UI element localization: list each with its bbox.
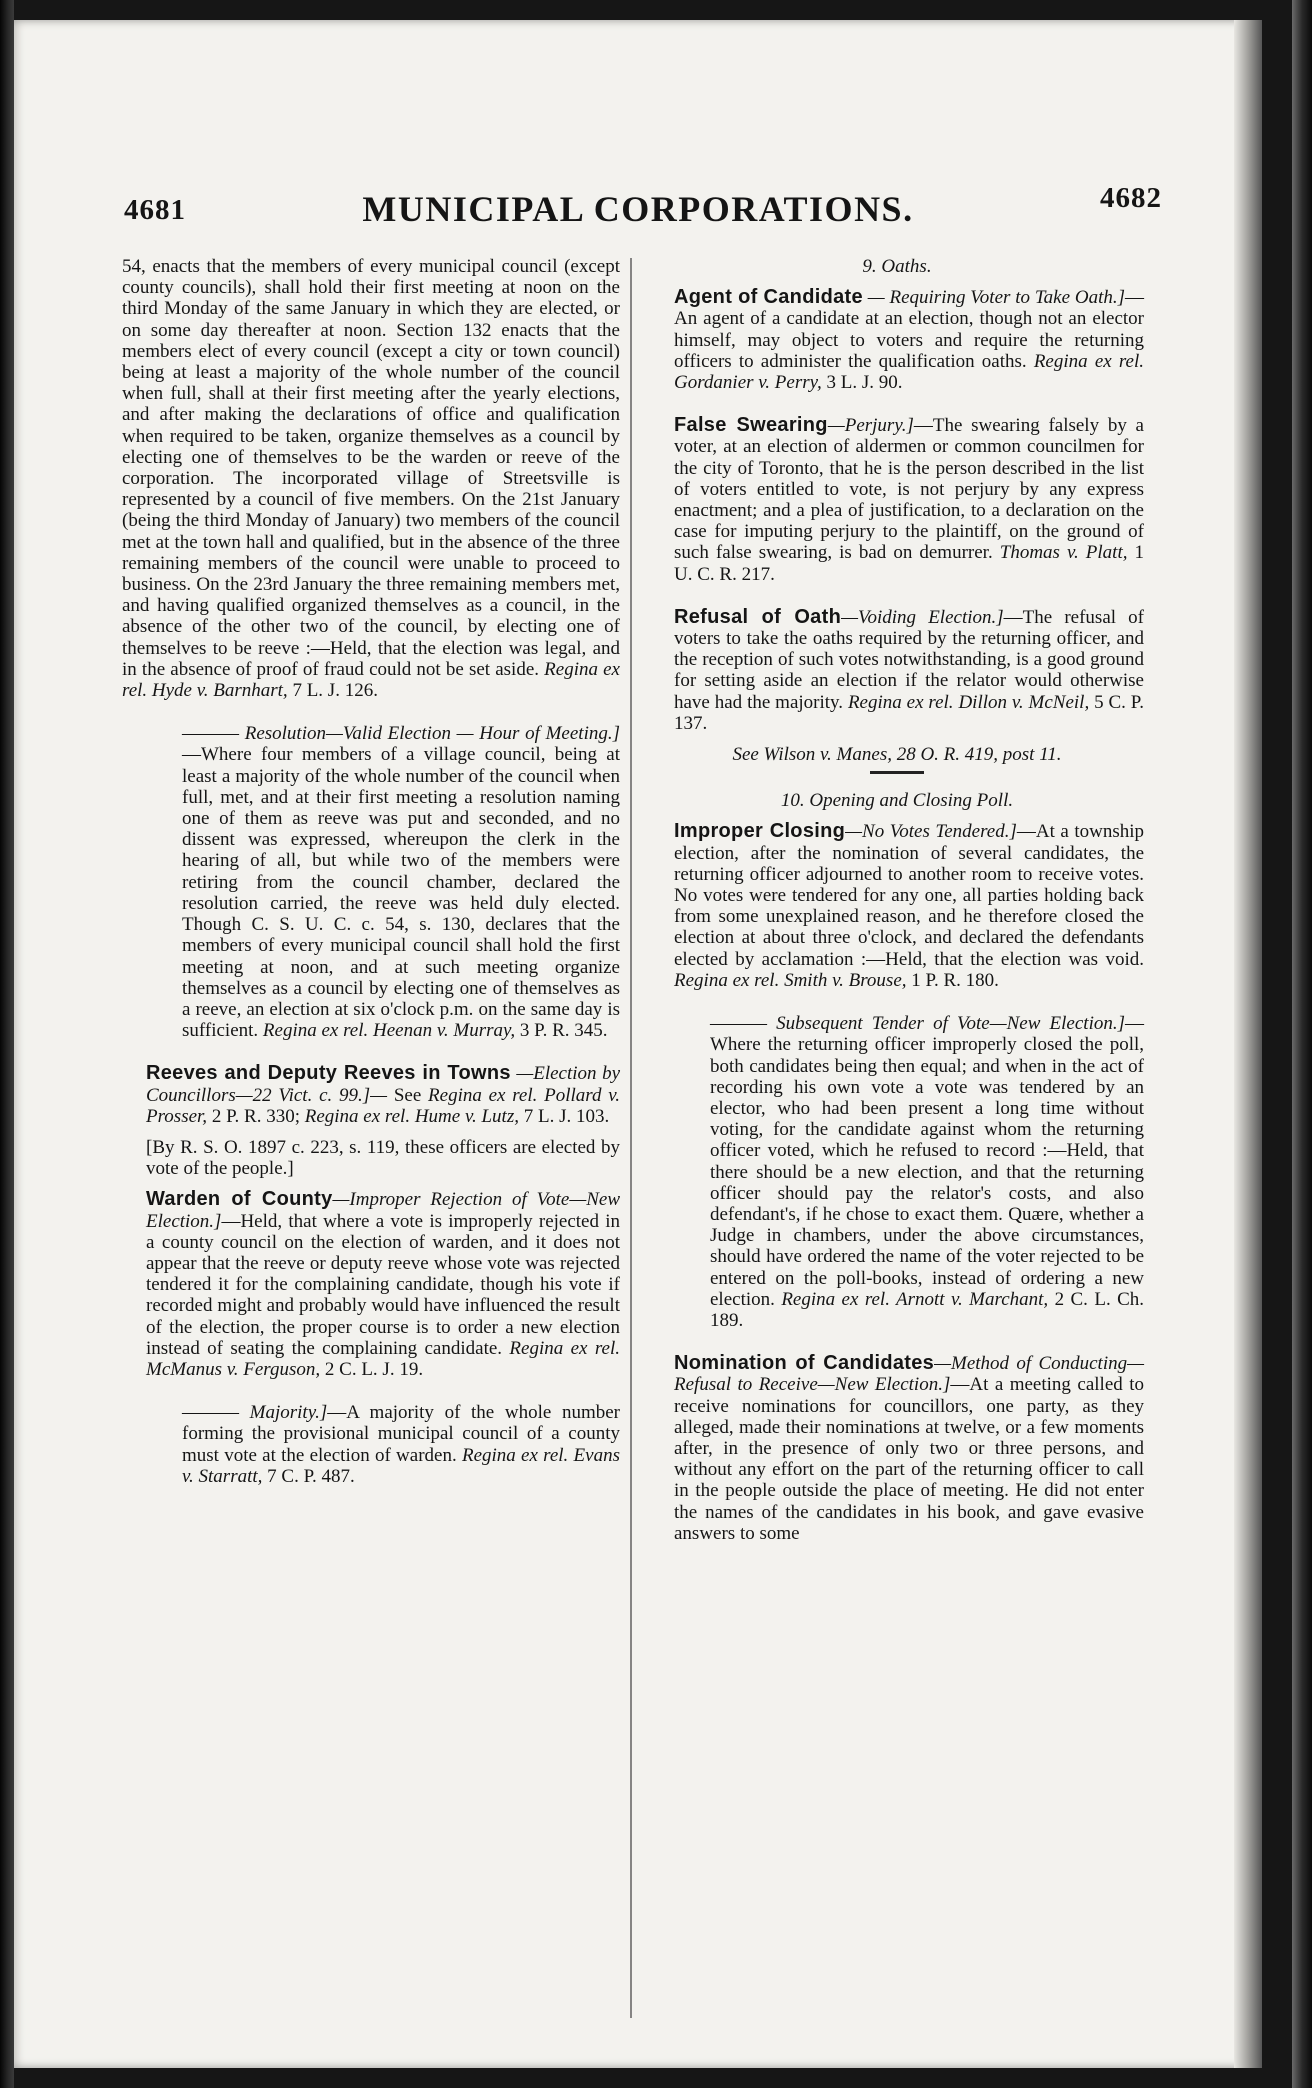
subsequent-tender-citation: Regina ex rel. Arnott v. Marchant, bbox=[781, 1288, 1049, 1310]
majority-reference: 7 C. P. 487. bbox=[267, 1465, 355, 1487]
warden-entry bbox=[122, 1189, 620, 1380]
resolution-citation: Regina ex rel. Heenan v. Murray, bbox=[262, 1020, 516, 1042]
right-column bbox=[650, 256, 1144, 1544]
refusal-entry bbox=[650, 607, 1144, 734]
improper-closing-reference: 1 P. R. 180. bbox=[911, 969, 999, 991]
book-page bbox=[14, 20, 1262, 2068]
running-title: MUNICIPAL CORPORATIONS. bbox=[362, 189, 914, 229]
see-wilson-note: See Wilson v. Manes, 28 O. R. 419, post 11. bbox=[732, 744, 1062, 766]
majority-dash: ——— bbox=[182, 1402, 239, 1424]
majority-body: —A majority of the whole number forming the provisional municipal council of a county must vote at the election of warden. bbox=[182, 1402, 620, 1466]
right-page-number: 4682 bbox=[1100, 182, 1162, 214]
improper-closing-body: —At a township election, after the nomination of several candidates, the returning officer adjourned to another room to receive votes. No votes were tendered for any one, all parties holding back from some unexplained reason, and he therefore closed the election at about three o'clock, and declared the defendants elected by acclamation :—Held, that the election was void. bbox=[674, 821, 1144, 970]
improper-closing-heading: Improper Closing bbox=[674, 820, 846, 843]
nomination-body: —At a meeting called to receive nominations for councillors, one party, as they alleged, made their nominations at twelve, or a few moments after, in the presence of only two or three persons, and without any effort on the part of the returning officer to call in the people outside the place of meeting. He did not enter the names of the candidates in his book, and gave evasive answers to some bbox=[674, 1374, 1144, 1544]
agent-reference: 3 L. J. 90. bbox=[826, 372, 903, 394]
resolution-dash: ——— bbox=[182, 723, 239, 745]
false-swearing-subtitle: —Perjury.] bbox=[827, 415, 914, 437]
improper-closing-entry bbox=[650, 821, 1144, 991]
resolution-title: Resolution—Valid Election — Hour of Meeting.] bbox=[244, 723, 620, 745]
majority-entry bbox=[122, 1402, 620, 1487]
resolution-reference: 3 P. R. 345. bbox=[519, 1020, 608, 1042]
intro-citation: Regina ex rel. Hyde v. Barnhart, bbox=[122, 658, 620, 702]
refusal-heading: Refusal of Oath bbox=[674, 605, 842, 628]
rso-note: [By R. S. O. 1897 c. 223, s. 119, these officers are elected by vote of the people.] bbox=[146, 1136, 620, 1180]
improper-closing-citation: Regina ex rel. Smith v. Brouse, bbox=[674, 969, 907, 991]
intro-reference: 7 L. J. 126. bbox=[292, 680, 378, 702]
reeves-entry bbox=[122, 1063, 620, 1127]
subsequent-tender-reference: 2 C. L. Ch. 189. bbox=[710, 1288, 1145, 1331]
section-10-heading: 10. Opening and Closing Poll. bbox=[780, 790, 1014, 812]
column-divider bbox=[630, 258, 632, 2018]
left-column bbox=[122, 256, 620, 1487]
refusal-body: —The refusal of voters to take the oaths required by the returning officer, and the reception of such votes notwithstanding, is a good ground for setting aside an election if the relator would otherwise have had the majority. bbox=[674, 606, 1145, 713]
warden-citation: Regina ex rel. McManus v. Ferguson, bbox=[146, 1337, 620, 1380]
majority-title: Majority.] bbox=[249, 1402, 328, 1424]
scan-right-edge bbox=[1292, 0, 1312, 2088]
false-swearing-body: —The swearing falsely by a voter, at an election of aldermen or common councilmen for the city of Toronto, that he is the person described in the list of voters entitled to vote, is not perjury by any express enactment; and a plea of justification, to a declaration on the case for imputing perjury to the plaintiff, on the ground of such false swearing, is bad on demurrer. bbox=[674, 415, 1144, 564]
scan-left-edge bbox=[0, 0, 14, 2088]
warden-subtitle: —Improper Rejection of Vote—New Election.] bbox=[146, 1189, 620, 1232]
section-9-heading: 9. Oaths. bbox=[862, 256, 932, 277]
agent-entry bbox=[650, 287, 1144, 393]
false-swearing-heading: False Swearing bbox=[674, 414, 828, 437]
reeves-reference-1: 2 P. R. 330; bbox=[211, 1105, 300, 1127]
intro-text: 54, enacts that the members of every municipal council (except county councils), shall hold their first meeting at noon on the third Monday of the same January in which they are elected, or on some day thereafter at noon. Section 132 enacts that the members elect of every council (except a city or town council) being at least a majority of the whole number of the council when full, shall at their first meeting after the yearly elections, and after making the declarations of office and qualification when required to be taken, organize themselves as a council by electing one of themselves to be the warden or reeve of the corporation. The incorporated village of Streetsville is represented by a council of five members. On the 21st January (being the third Monday of January) two members of the council met at the town hall and qualified, but in the absence of the three remaining members of the council were unable to proceed to business. On the 23rd January the three remaining members met, and having qualified organized themselves as a council, in the absence of the other two of the council, by electing one of themselves to be reeve :—Held, that the election was legal, and in the absence of proof of fraud could not be set aside. bbox=[122, 256, 620, 680]
majority-citation: Regina ex rel. Evans v. Starratt, bbox=[182, 1444, 620, 1487]
nomination-entry bbox=[650, 1353, 1144, 1544]
reeves-see: See bbox=[393, 1084, 422, 1106]
intro-paragraph bbox=[122, 256, 620, 701]
agent-citation: Regina ex rel. Gordanier v. Perry, bbox=[674, 350, 1145, 394]
refusal-reference: 5 C. P. 137. bbox=[674, 691, 1145, 734]
nomination-subtitle: —Method of Conducting—Refusal to Receive—New Election.] bbox=[674, 1353, 1144, 1396]
agent-subtitle: — Requiring Voter to Take Oath.] bbox=[867, 287, 1126, 309]
reeves-subtitle: —Election by Councillors—22 Vict. c. 99.]— bbox=[146, 1063, 621, 1106]
reeves-citation-1: Regina ex rel. Pollard v. Prosser, bbox=[146, 1084, 621, 1127]
false-swearing-citation: Thomas v. Platt, bbox=[999, 542, 1128, 564]
reeves-heading: Reeves and Deputy Reeves in Towns bbox=[146, 1062, 511, 1085]
left-page-number: 4681 bbox=[124, 194, 186, 226]
warden-body: —Held, that where a vote is improperly rejected in a county council on the election of warden, and it does not appear that the reeve or deputy reeve whose vote was rejected tendered it for the complaining candidate, though his vote if recorded might and probably would have influenced the result of the election, the proper course is to order a new election instead of seating the complaining candidate. bbox=[146, 1210, 620, 1359]
improper-closing-subtitle: —No Votes Tendered.] bbox=[845, 821, 1017, 843]
reeves-reference-2: 7 L. J. 103. bbox=[523, 1105, 610, 1127]
subsequent-tender-entry bbox=[650, 1013, 1144, 1331]
false-swearing-entry bbox=[650, 415, 1144, 585]
agent-body: —An agent of a candidate at an election, though not an elector himself, may object to voters and require the returning officers to administer the qualification oaths. bbox=[674, 287, 1145, 372]
section-rule bbox=[870, 771, 924, 774]
warden-reference: 2 C. L. J. 19. bbox=[324, 1358, 424, 1380]
warden-heading: Warden of County bbox=[146, 1188, 333, 1211]
refusal-citation: Regina ex rel. Dillon v. McNeil, bbox=[847, 691, 1090, 713]
refusal-subtitle: —Voiding Election.] bbox=[841, 606, 1004, 628]
page-gutter-shadow bbox=[1234, 20, 1262, 2068]
subsequent-tender-dash: ——— bbox=[710, 1013, 767, 1035]
false-swearing-reference: 1 U. C. R. 217. bbox=[674, 542, 1145, 585]
page-header bbox=[94, 170, 1182, 230]
resolution-entry bbox=[122, 723, 620, 1041]
reeves-citation-2: Regina ex rel. Hume v. Lutz, bbox=[304, 1105, 519, 1127]
resolution-body: —Where four members of a village council, being at least a majority of the whole number of the council when full, met, and at their first meeting a resolution naming one of them as reeve was put and seconded, and no dissent was expressed, whereupon the clerk in the hearing of all, but while two of the members were retiring from the council chamber, declared the resolution carried, the reeve was held duly elected. Though C. S. U. C. c. 54, s. 130, declares that the members of every municipal council shall hold the first meeting at noon, and at such meeting organize themselves as a council by electing one of themselves as a reeve, an election at six o'clock p.m. on the same day is sufficient. bbox=[182, 744, 620, 1042]
subsequent-tender-title: Subsequent Tender of Vote—New Election.] bbox=[776, 1013, 1125, 1035]
agent-heading: Agent of Candidate bbox=[674, 286, 863, 309]
nomination-heading: Nomination of Candidates bbox=[674, 1352, 935, 1375]
subsequent-tender-body: —Where the returning officer improperly closed the poll, both candidates being then equal; and when in the act of recording his own vote a vote was tendered by an elector, who had been present a long time without voting, for the candidate against whom the returning officer voted, which he refused to record :—Held, that there should be a new election, and that the returning officer should pay the relator's costs, and also defendant's, if he chose to exact them. Quære, whether a Judge in chambers, under the above circumstances, should have ordered the name of the voter rejected to be entered on the poll-books, instead of ordering a new election. bbox=[710, 1013, 1144, 1310]
